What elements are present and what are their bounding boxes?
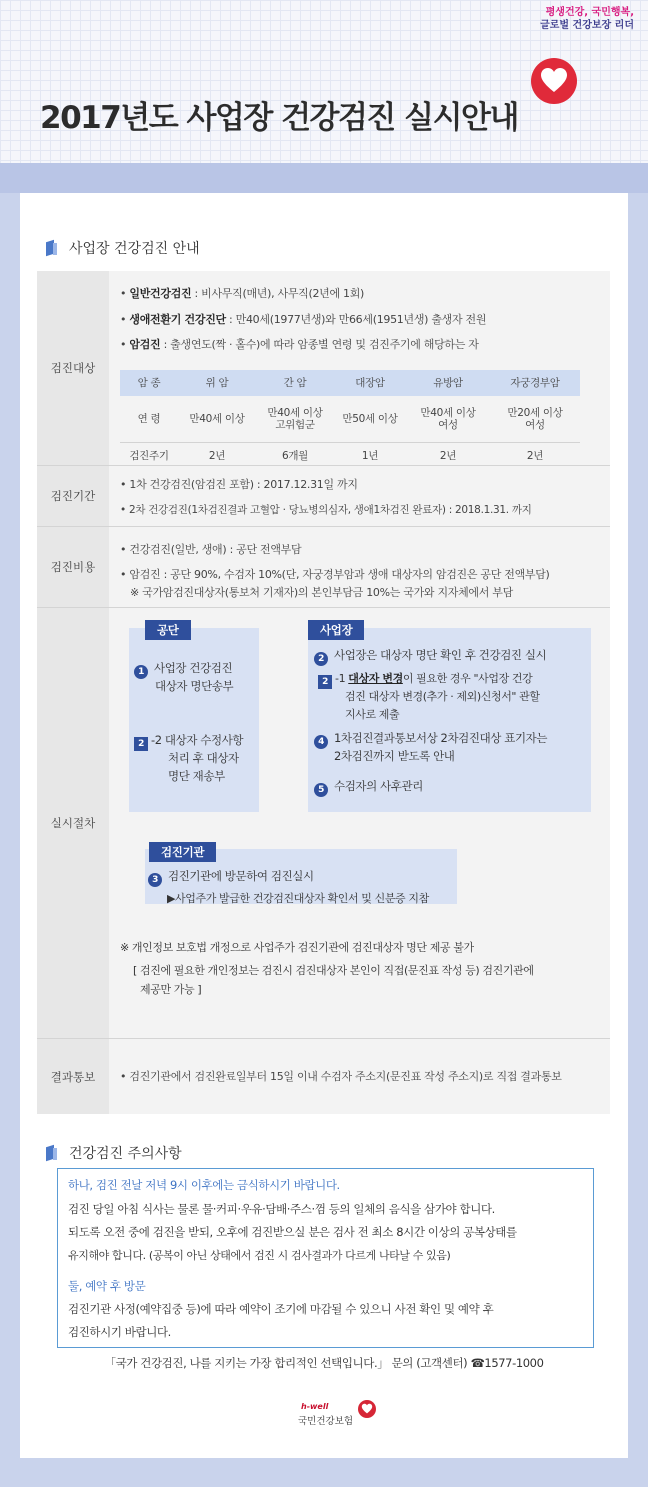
cost-cancer: • 암검진 : 공단 90%, 수검자 10%(단, 자궁경부암과 생애 대상자의 암검진은 공단 전액부담) [120,568,550,581]
slogan-line-2: 글로벌 건강보장 리더 [540,20,634,31]
logo-name: 국민건강보험 [298,1416,354,1427]
step-2-2: 2 -2 대상자 수정사항 [134,731,243,751]
caution-text: 검진 당일 아침 식사는 물론 물·커피·우유·담배·주스·껌 등의 일체의 음식을 삼가야 합니다. [68,1202,495,1216]
step-5: 5 수검자의 사후관리 [314,777,423,797]
row-body-period [109,466,610,526]
step-2-1-cont2: 지사로 제출 [345,708,400,721]
step-2: 2 사업장은 대상자 명단 확인 후 건강검진 실시 [314,646,546,666]
result-line: • 검진기관에서 검진완료일부터 15일 이내 수검자 주소지(문진표 작성 주소지)로 직접 결과통보 [120,1070,562,1083]
nhis-logo [296,1400,396,1440]
step-1: 1 사업장 건강검진 [134,659,232,679]
step-4: 4 1차검진결과통보서상 2차검진대상 표기자는 [314,729,547,749]
privacy-note: ※ 개인정보 보호법 개정으로 사업주가 검진기관에 검진대상자 명단 제공 불가 [120,941,474,954]
step-2-1-cont: 검진 대상자 변경(추가 · 제외)신청서" 관할 [345,690,540,703]
nhis-tag: 공단 [145,620,191,640]
row-label-period: 검진기간 [37,466,109,526]
cancer-table [120,370,580,470]
caution-text: 검진하시기 바랍니다. [68,1325,171,1339]
workplace-tag: 사업장 [308,620,364,640]
caution-heading-2: 둘, 예약 후 방문 [68,1279,146,1293]
target-general: • 일반건강검진 : 비사무직(매년), 사무직(2년에 1회) [120,287,365,300]
step-1-cont: 대상자 명단송부 [155,679,234,693]
step-3: 3 검진기관에 방문하여 검진실시 [148,867,314,887]
content-panel [20,193,628,1458]
caution-text: 유지해야 합니다. (공복이 아닌 상태에서 검진 시 검사결과가 다르게 나타날 수 있음) [68,1249,451,1262]
step-2-2-cont: 처리 후 대상자 [168,751,239,765]
section-heading-guide [46,238,200,258]
cancer-table-header: 암 종 위 암 간 암 대장암 유방암 자궁경부암 [120,370,580,396]
period-first: • 1차 건강검진(암검진 포함) : 2017.12.31일 까지 [120,478,358,491]
info-table [37,271,610,1114]
row-label-procedure: 실시절차 [37,608,109,1038]
section-title: 사업장 건강검진 안내 [69,241,200,257]
caution-text: 검진기관 사정(예약집중 등)에 따라 예약이 조기에 마감될 수 있으니 사전 확인 및 예약 후 [68,1302,494,1316]
cancer-table-age-row: 연 령 만40세 이상 만40세 이상 고위험군 만50세 이상 만40세 이상 여성 만20세 이상 여성 [120,396,580,442]
row-label-cost: 검진비용 [37,527,109,607]
book-icon [46,1146,58,1160]
row-label-result: 결과통보 [37,1039,109,1114]
heart-logo-icon [531,58,577,104]
target-cancer: • 암검진 : 출생연도(짝 · 홀수)에 따라 암종별 연령 및 검진주기에 해당하는 자 [120,338,479,351]
brand-slogan [540,6,634,32]
caution-text: 되도록 오전 중에 검진을 받되, 오후에 검진받으실 분은 검사 전 최소 8시간 이상의 공복상태를 [68,1225,517,1239]
section-heading-caution [46,1143,182,1163]
heart-icon [358,1400,376,1418]
header-band [0,163,648,193]
cost-note: ※ 국가암검진대상자(통보처 기재자)의 본인부담금 10%는 국가와 지자체에서 부담 [130,586,513,599]
slogan-line-1: 평생건강, 국민행복, [545,7,634,18]
cancer-table-cycle-row: 검진주기 2년 6개월 1년 2년 2년 [120,442,580,469]
privacy-note-3: 제공만 가능 ] [140,983,202,996]
privacy-note-2: [ 검진에 필요한 개인정보는 검진시 검진대상자 본인이 직접(문진표 작성 등) 검진기관에 [133,964,534,977]
page-title: 2017년도 사업장 건강검진 실시안내 [40,100,518,136]
target-lifecycle: • 생애전환기 건강진단 : 만40세(1977년생)와 만66세(1951년생) 출생자 전원 [120,313,487,326]
section-title: 건강검진 주의사항 [69,1146,182,1162]
footer-band [0,1458,648,1487]
book-icon [46,241,58,255]
step-2-1: 2 -1 대상자 변경이 필요한 경우 "사업장 건강 [318,670,532,689]
caution-box [57,1168,594,1348]
step-2-2-cont2: 명단 재송부 [168,769,225,783]
caution-heading-1: 하나, 검진 전날 저녁 9시 이후에는 금식하시기 바랍니다. [68,1178,340,1192]
footer-slogan: 「국가 건강검진, 나를 지키는 가장 합리적인 선택입니다.」 문의 (고객센터) ☎1577-1000 [104,1356,544,1370]
period-second: • 2차 건강검진(1차검진결과 고혈압 · 당뇨병의심자, 생애1차검진 완료자) : 2018.1.31. 까지 [120,504,532,516]
cost-general: • 건강검진(일반, 생애) : 공단 전액부담 [120,543,302,556]
clinic-tag: 검진기관 [149,842,216,862]
step-4-cont: 2차검진까지 받도록 안내 [334,749,455,763]
step-3-sub: ▶사업주가 발급한 건강검진대상자 확인서 및 신분증 지참 [167,892,429,905]
row-label-target: 검진대상 [37,271,109,465]
logo-brand: h-well [301,1402,329,1411]
